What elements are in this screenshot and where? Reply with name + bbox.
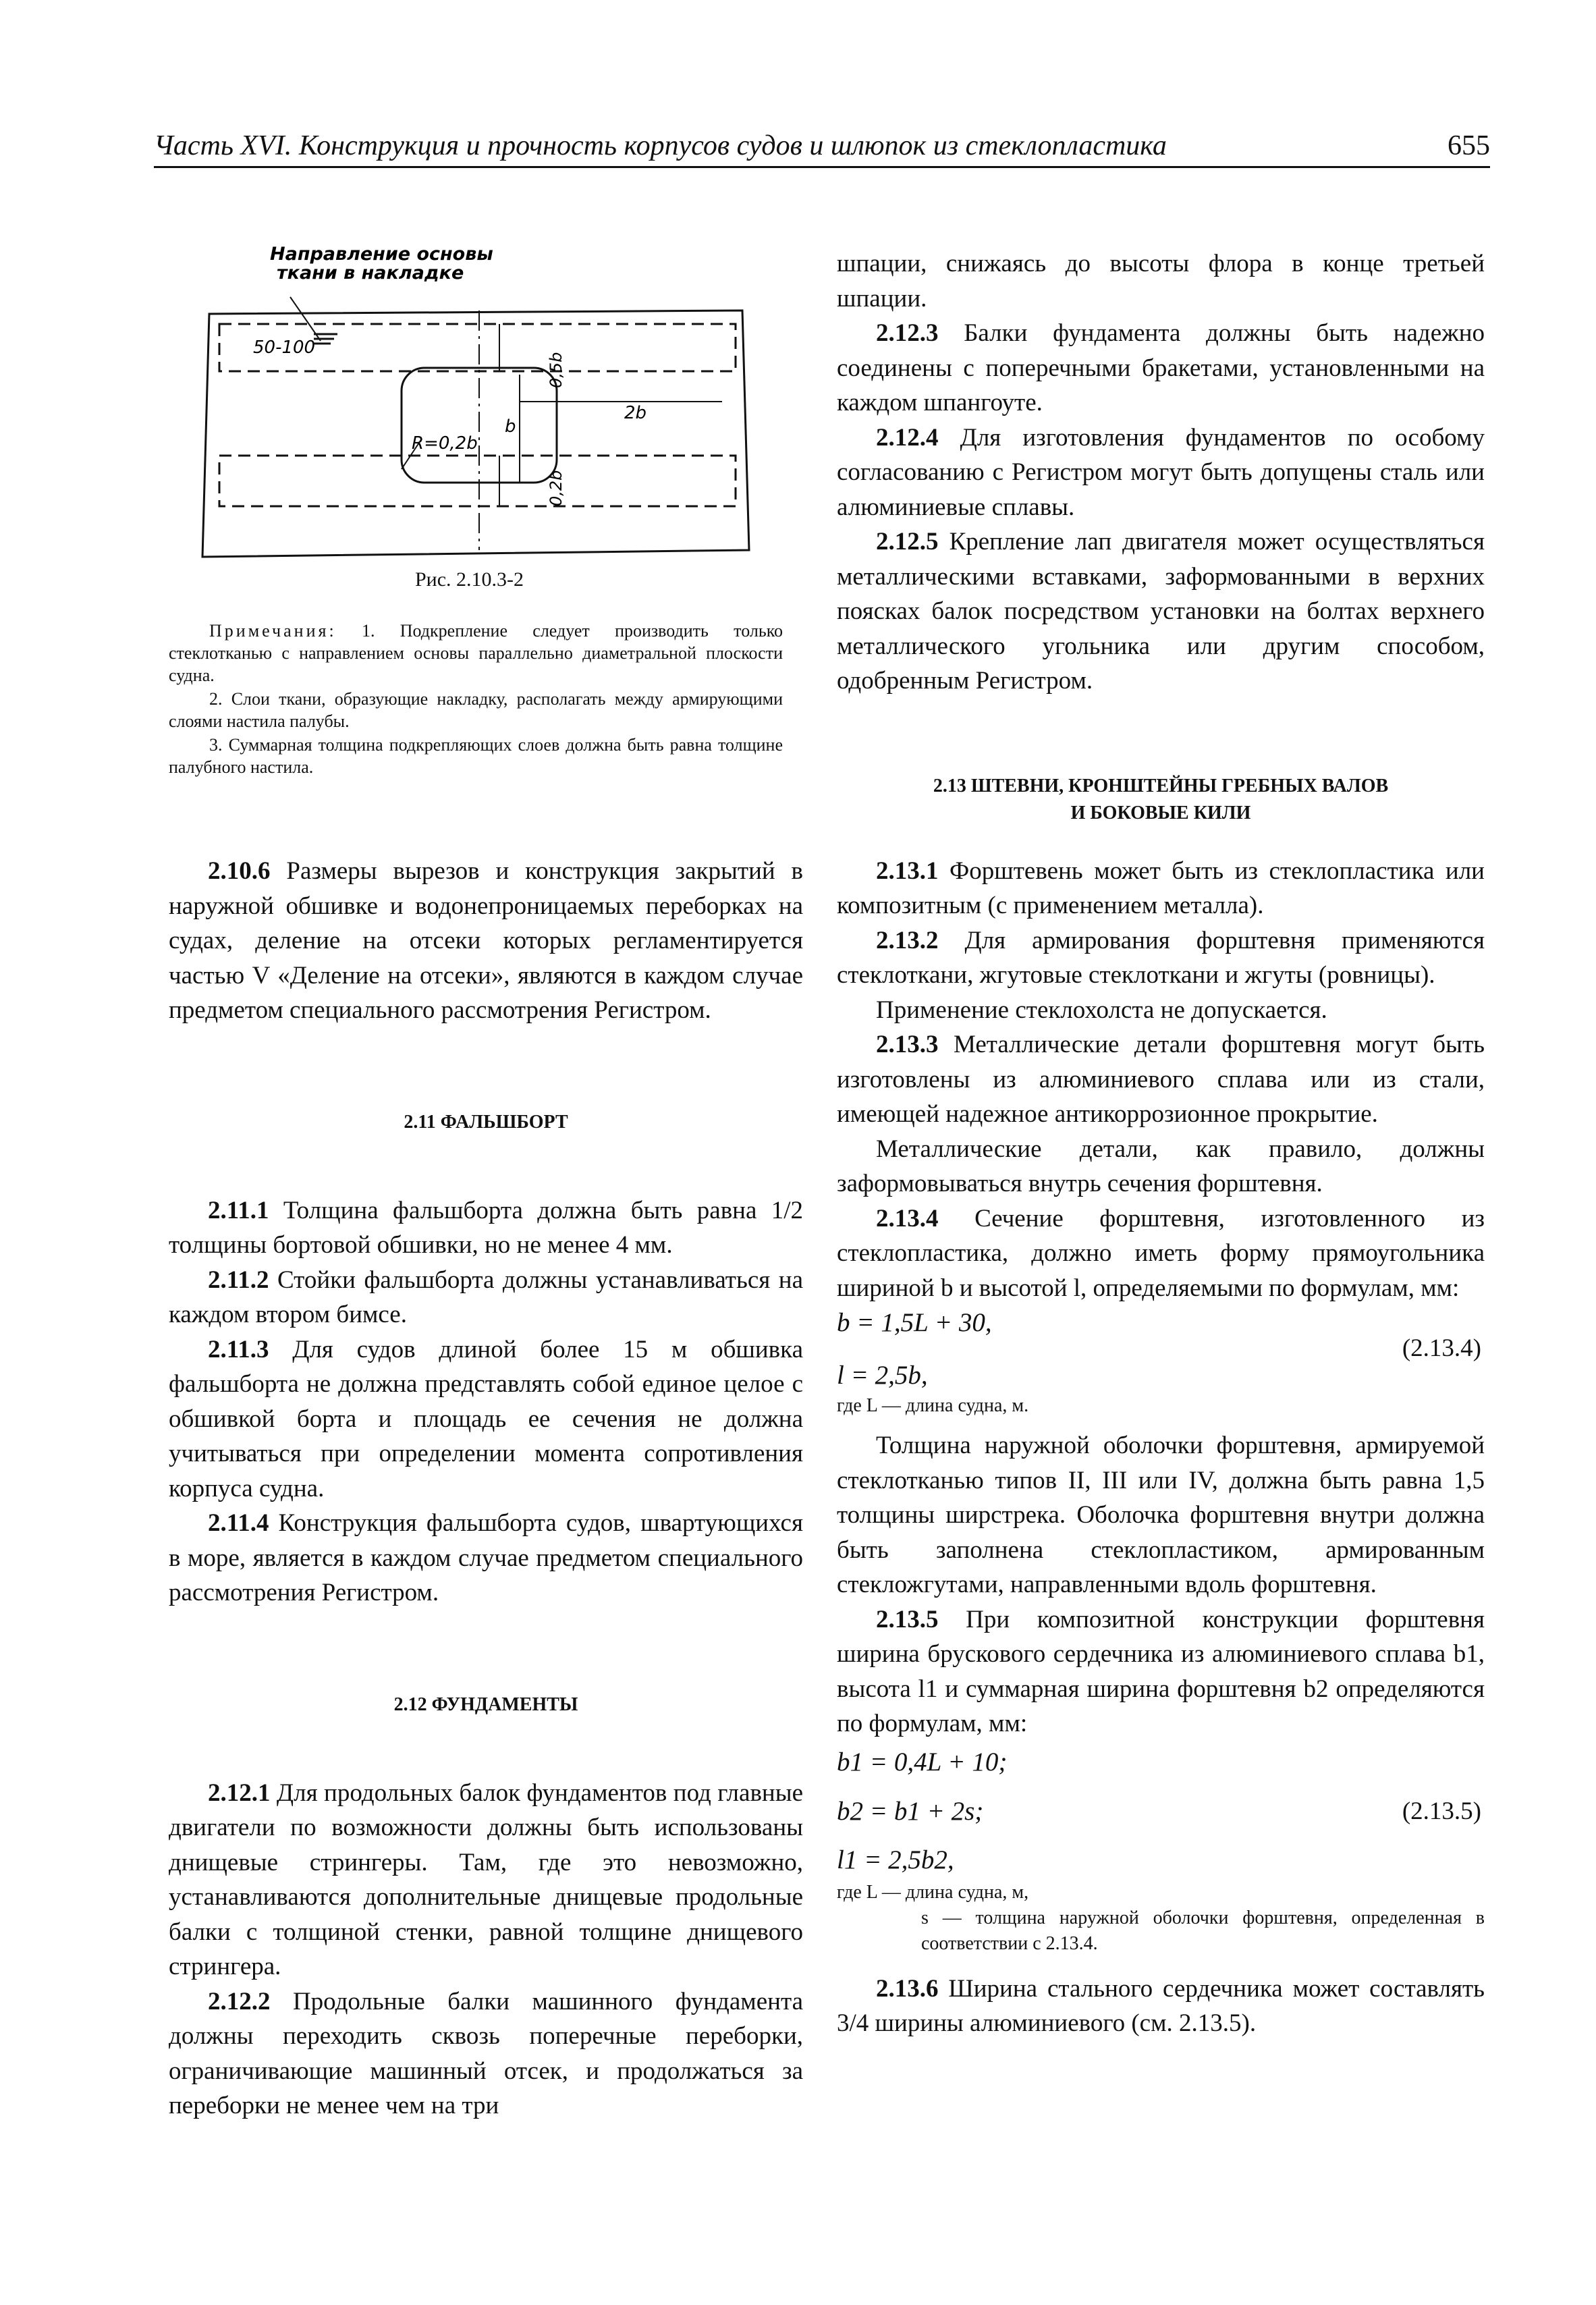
figure-caption: Рис. 2.10.3-2	[415, 568, 524, 591]
header-rule	[154, 166, 1490, 168]
heading-2-12: 2.12 ФУНДАМЕНТЫ	[393, 1693, 578, 1715]
where-note-2a: где L — длина судна, м,	[837, 1881, 1029, 1903]
fig-label-top-1: Направление основы	[270, 244, 493, 265]
para-num: 2.12.2	[208, 1987, 271, 2015]
para-2-12-2: Продольные балки машинного фундамента должны переходить сквозь поперечные переборки, ограничивающие машинный отсек, и продолжаться за переборки не менее чем на три	[169, 1987, 803, 2119]
where-note-2b: s — толщина наружной оболочки форштевня, определенная в соответствии с 2.13.4.	[921, 1907, 1485, 1954]
fig-dim-05b: 0,5b	[547, 352, 566, 388]
para-2-12-1: Для продольных балок фундаментов под главные двигатели по возможности должны быть использованы днищевые стрингеры. Там, где это невозможно, устанавливаются дополнительные днищевые продольные балки с толщиной стенки, равной толщине днищевого стрингера.	[169, 1779, 803, 1980]
page-number: 655	[1448, 130, 1490, 161]
para-num: 2.11.1	[208, 1196, 269, 1224]
para-num: 2.13.2	[876, 926, 939, 954]
para-continuation: шпации, снижаясь до высоты флора в конце третьей шпации.	[837, 250, 1485, 313]
running-title: Часть XVI. Конструкция и прочность корпусов судов и шлюпок из стеклопластика	[154, 130, 1167, 161]
note-3: 3. Суммарная толщина подкрепляющих слоев должна быть равна толщине палубного настила.	[169, 735, 783, 777]
para-2-13-6: Ширина стального сердечника может составлять 3/4 ширины алюминиевого (см. 2.13.5).	[837, 1974, 1485, 2037]
para-2-13-2b: Применение стеклохолста не допускается.	[876, 996, 1327, 1024]
formula-block-2	[837, 1741, 1485, 1880]
para-num: 2.11.4	[208, 1509, 269, 1537]
para-num: 2.11.3	[208, 1335, 269, 1363]
fig-dim-02b: 0,2b	[547, 470, 566, 506]
formula-l1: l1 = 2,5b2,	[837, 1845, 954, 1874]
figure-2-10-3-2	[162, 240, 796, 564]
para-2-13-3b: Металлические детали, как правило, должны заформовываться внутрь сечения форштевня.	[837, 1135, 1485, 1197]
where-note-1: где L — длина судна, м.	[837, 1395, 1029, 1416]
para-2-13-1: Форштевень может быть из стеклопластика или композитным (с применением металла).	[837, 857, 1485, 919]
heading-2-13-line2: И БОКОВЫЕ КИЛИ	[1070, 802, 1251, 823]
para-num: 2.13.6	[876, 1974, 939, 2003]
para-2-13-4b: Толщина наружной оболочки форштевня, армируемой стеклотканью типов II, III или IV, должна быть равна 1,5 толщины ширстрека. Оболочка форштевня внутри должна быть заполнена стеклопластиком, армированным стекложгутами, направленными вдоль форштевня.	[837, 1432, 1485, 1598]
fig-dim-50-100: 50-100	[253, 337, 316, 358]
para-2-12-4: Для изготовления фундаментов по особому согласованию с Регистром могут быть допущены сталь или алюминиевые сплавы.	[837, 423, 1485, 521]
heading-2-13-line1: 2.13 ШТЕВНИ, КРОНШТЕЙНЫ ГРЕБНЫХ ВАЛОВ	[933, 775, 1389, 796]
formula-b: b = 1,5L + 30,	[837, 1308, 992, 1337]
para-2-13-3: Металлические детали форштевня могут быть изготовлены из алюминиевого сплава или из стали, имеющей надежное антикоррозионное прокрытие.	[837, 1031, 1485, 1128]
para-num: 2.11.2	[208, 1266, 269, 1294]
reinforcement-strip-bottom	[219, 456, 736, 506]
para-2-11-3: Для судов длиной более 15 м обшивка фальшборта не должна представлять собой единое целое с обшивкой борта и площадь ее сечения не должна учитываться при определении момента сопротивления корпуса судна.	[169, 1335, 803, 1502]
para-2-11-4: Конструкция фальшборта судов, швартующихся в море, является в каждом случае предметом специального рассмотрения Регистром.	[169, 1509, 803, 1606]
formula-b1: b1 = 0,4L + 10;	[837, 1747, 1008, 1777]
fig-dim-b: b	[505, 416, 516, 437]
para-num: 2.13.4	[876, 1204, 939, 1232]
para-num: 2.13.1	[876, 857, 939, 885]
formula-number-2-13-4: (2.13.4)	[1402, 1334, 1481, 1362]
formula-number-2-13-5: (2.13.5)	[1402, 1797, 1481, 1825]
para-num: 2.12.1	[208, 1779, 271, 1807]
note-1: 1. Подкрепление следует производить только стеклотканью с направлением основы параллельно диаметральной плоскости судна.	[169, 621, 783, 685]
para-num: 2.12.4	[876, 423, 939, 452]
para-num: 2.13.3	[876, 1031, 939, 1058]
figure-notes	[169, 620, 783, 780]
para-2-13-5: При композитной конструкции форштевня ширина брускового сердечника из алюминиевого сплава b1, высота l1 и суммарная ширина форштевня b2 определяются по формулам, мм:	[837, 1605, 1485, 1737]
para-num: 2.13.5	[876, 1605, 939, 1633]
fig-dim-R: R=0,2b	[412, 433, 478, 454]
formula-l: l = 2,5b,	[837, 1361, 928, 1390]
para-2-11-1: Толщина фальшборта должна быть равна 1/2 толщины бортовой обшивки, но не менее 4 мм.	[169, 1196, 804, 1259]
para-2-12-5: Крепление лап двигателя может осуществляться металлическими вставками, заформованными в верхних поясках балок посредством установки на болтах верхнего металлического угольника или другим способом, одобренным Регистром.	[837, 528, 1485, 695]
right-column	[837, 246, 1485, 2041]
fig-label-top-2: ткани в накладке	[277, 263, 464, 283]
formula-b2: b2 = b1 + 2s;	[837, 1796, 984, 1826]
formula-block-1	[837, 1305, 1485, 1393]
para-2-13-2: Для армирования форштевня применяются стеклоткани, жгутовые стеклоткани и жгуты (ровницы).	[837, 926, 1485, 989]
note-2: 2. Слои ткани, образующие накладку, располагать между армирующими слоями настила палубы.	[169, 689, 783, 731]
page-header	[154, 130, 1490, 167]
para-2-12-3: Балки фундамента должны быть надежно соединены с поперечными бракетами, установленными на каждом шпангоуте.	[837, 319, 1485, 416]
fig-dim-2b: 2b	[624, 403, 647, 423]
para-2-11-2: Стойки фальшборта должны устанавливаться на каждом втором бимсе.	[169, 1266, 804, 1328]
para-num: 2.12.5	[876, 528, 939, 555]
heading-2-11: 2.11 ФАЛЬШБОРТ	[404, 1111, 568, 1133]
para-2-10-6: Размеры вырезов и конструкция закрытий в наружной обшивке и водонепроницаемых переборках на судах, деление на отсеки которых регламентируется частью V «Деление на отсеки», являются в каждом случае предметом специального рассмотрения Регистром.	[169, 857, 804, 1024]
para-num: 2.10.6	[208, 857, 271, 885]
left-column	[169, 854, 803, 2123]
notes-label: Примечания:	[209, 621, 337, 641]
para-2-13-4: Сечение форштевня, изготовленного из стеклопластика, должно иметь форму прямоугольника шириной b и высотой l, определяемыми по формулам, мм:	[837, 1204, 1485, 1302]
para-num: 2.12.3	[876, 319, 939, 347]
